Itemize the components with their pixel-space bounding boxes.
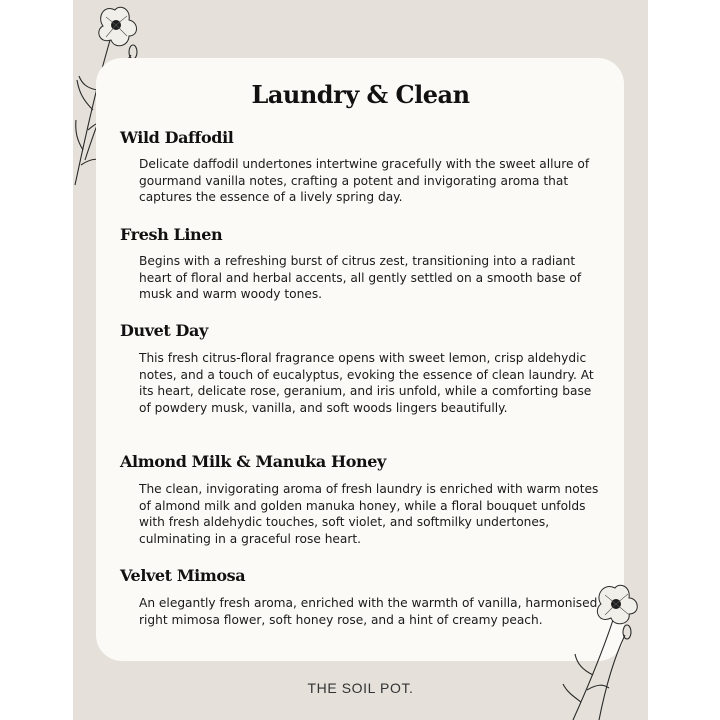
section-title-wild-daffodil: Wild Daffodil [120,128,234,147]
section-description-wild-daffodil: Delicate daffodil undertones intertwine gracefully with the sweet allure of gourmand vanilla notes, crafting a potent and invigorating aroma that captures the essence of a lively spring day. [139,157,590,204]
section-description-fresh-linen: Begins with a refreshing burst of citrus zest, transitioning into a radiant heart of floral and herbal accents, all gently settled on a smooth base of musk and warm woody tones. [139,254,582,301]
poppy-illustration-bottom-right [553,580,648,720]
page [73,0,648,720]
brand-name: THE SOIL POT. [307,680,414,696]
section-description-velvet-mimosa: An elegantly fresh aroma, enriched with the warmth of vanilla, harmonised right mimosa flower, soft honey rose, and a hint of creamy peach. [139,596,598,627]
section-title-duvet-day: Duvet Day [120,321,208,340]
section-title-almond-milk-manuka-honey: Almond Milk & Manuka Honey [120,452,386,471]
page-title: Laundry & Clean [251,80,470,109]
section-title-fresh-linen: Fresh Linen [120,225,223,244]
section-description-duvet-day: This fresh citrus-floral fragrance opens with sweet lemon, crisp aldehydic notes, and a touch of eucalyptus, evoking the essence of clean laundry. At its heart, delicate rose, geranium, and iris unfold, while a comforting base of powdery musk, vanilla, and soft woods lingers beautifully. [139,351,594,415]
section-title-velvet-mimosa: Velvet Mimosa [120,566,246,585]
section-description-almond-milk-manuka-honey: The clean, invigorating aroma of fresh laundry is enriched with warm notes of almond milk and golden manuka honey, while a floral bouquet unfolds with fresh aldehydic touches, soft violet, and softmilky undertones, culminating in a graceful rose heart. [139,482,599,546]
